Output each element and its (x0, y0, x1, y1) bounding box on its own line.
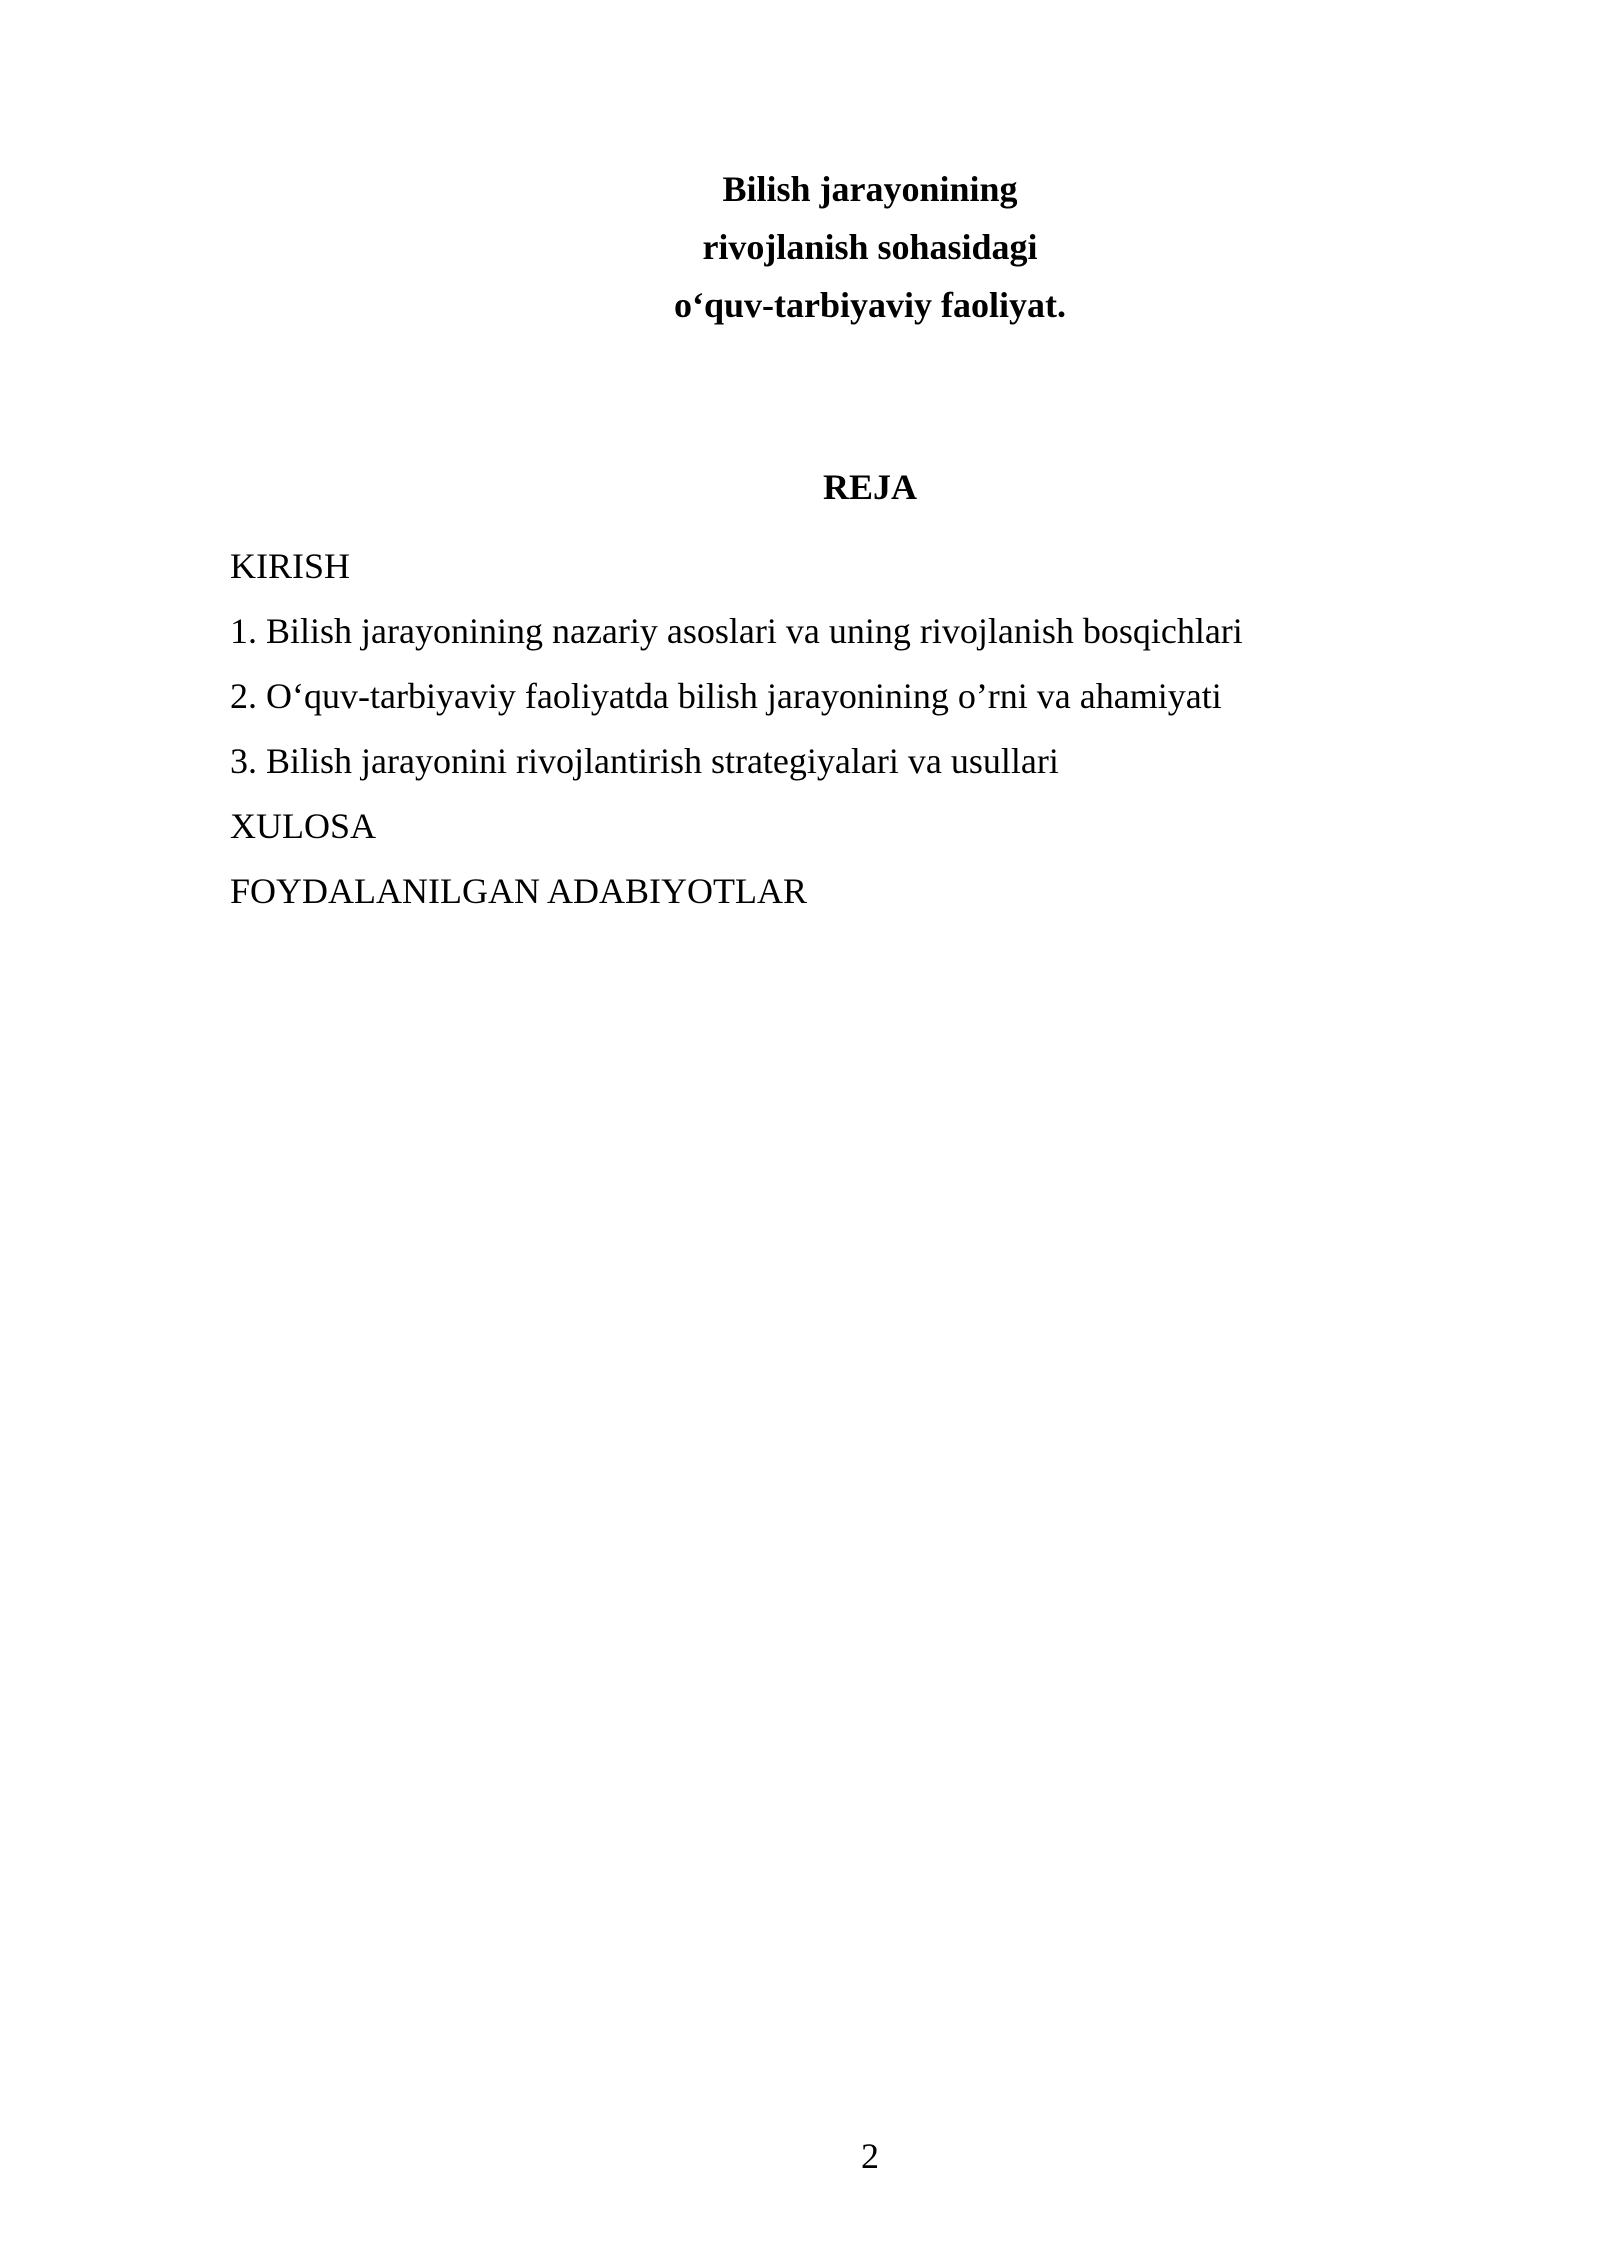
plan-item-1: 1. Bilish jarayonining nazariy asoslari va uning rivojlanish bosqichlari (230, 611, 1243, 651)
plan-item-3: 3. Bilish jarayonini rivojlantirish strategiyalari va usullari (230, 741, 1059, 781)
page-number: 2 (861, 2136, 879, 2176)
title-line-1: Bilish jarayonining (722, 169, 1018, 209)
plan-heading: REJA (822, 467, 917, 507)
plan-item-conclusion: XULOSA (230, 806, 377, 846)
title-line-3: o‘quv-tarbiyaviy faoliyat. (674, 285, 1066, 325)
plan-item-references: FOYDALANILGAN ADABIYOTLAR (230, 871, 807, 911)
document-title (60, 160, 1600, 334)
plan-item-2: 2. O‘quv-tarbiyaviy faoliyatda bilish jarayonining o’rni va ahamiyati (230, 676, 1222, 716)
plan-item-introduction: KIRISH (230, 546, 351, 586)
title-line-2: rivojlanish sohasidagi (702, 227, 1038, 267)
plan-list (230, 534, 1470, 924)
